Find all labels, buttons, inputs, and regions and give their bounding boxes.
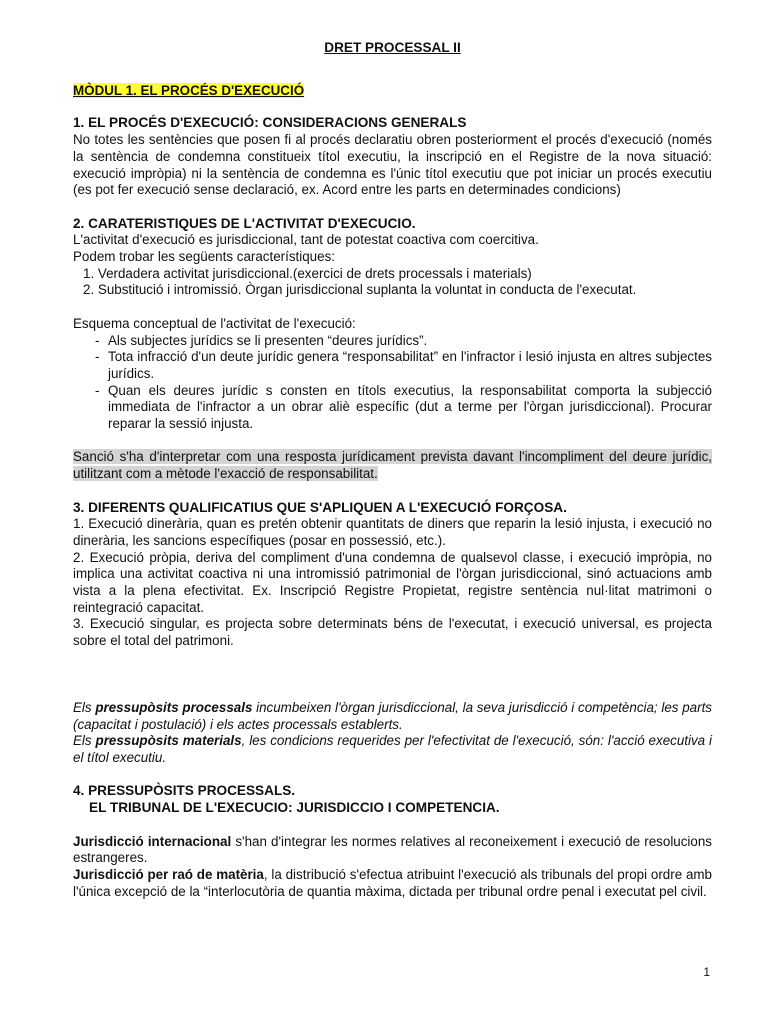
section-2-item-2: 2. Substitució i intromissió. Òrgan jurisdiccional suplanta la voluntat in conducta de l'executat. (83, 282, 637, 298)
dash-marker: - (95, 332, 100, 348)
list-item: - Als subjectes jurídics se li presenten “deures jurídics”. (95, 332, 428, 348)
pressuposits-materials-term: pressupòsits materials (95, 733, 242, 749)
dash-marker: - (95, 382, 100, 398)
section-1-heading: 1. EL PROCÉS D'EXECUCIÓ: CONSIDERACIONS GENERALS (73, 115, 467, 131)
esquema-heading: Esquema conceptual de l'activitat de l'execució: (73, 315, 356, 331)
section-3-paragraph-3: 3. Execució singular, es projecta sobre determinats béns de l'executat, i execució universal, es projecta sobre el total del patrimoni. (73, 616, 712, 649)
list-item: - Tota infracció d'un deute jurídic genera “responsabilitat” en l'infractor i lesió injusta en altres subjectes jurídics. (95, 349, 712, 381)
section-3-paragraph-1: 1. Execució dinerària, quan es pretén obtenir quantitats de diners que reparin la lesió injusta, i execució no dinerària, les sancions específiques (posar en possessió, etc.). (73, 516, 712, 548)
pressuposits-materials-note: Els pressupòsits materials, les condicions requerides per l'efectivitat de l'execució, són: l'acció executiva i el títol executiu. (73, 733, 712, 766)
section-3-heading: 3. DIFERENTS QUALIFICATIUS QUE S'APLIQUEN A L'EXECUCIÓ FORÇOSA. (73, 499, 567, 515)
list-item: - Quan els deures jurídic s consten en títols executius, la responsabilitat comporta la subjecció immediata de l'infractor a un obrar aliè específic (dut a terme per l'òrgan jurisdiccional). Procurar reparar la sessió injusta. (95, 382, 712, 432)
section-4-heading: 4. PRESSUPÒSITS PROCESSALS. (73, 783, 296, 799)
section-2-line-1: L'activitat d'execució es jurisdiccional, tant de potestat coactiva com coercitiva. (73, 232, 539, 248)
module-heading (73, 83, 712, 100)
page-number: 1 (703, 965, 710, 979)
section-4-subheading: EL TRIBUNAL DE L'EXECUCIO: JURISDICCIO I COMPETENCIA. (89, 800, 500, 816)
sancio-paragraph (73, 449, 712, 482)
pressuposits-processals-term: pressupòsits processals (95, 699, 253, 715)
jurisdiccio-materia: Jurisdicció per raó de matèria, la distribució s'efectua atribuint l'execució als tribunals del propi ordre amb l'única excepció de la “interlocutòria de quantia màxima, dictada per tribunal ordre penal i executat pel civil. (73, 866, 712, 899)
section-2-heading: 2. CARATERISTIQUES DE L'ACTIVITAT D'EXECUCIO. (73, 215, 416, 231)
jurisdiccio-internacional: Jurisdicció internacional s'han d'integrar les normes relatives al reconeixement i execució de resolucions estrangeres. (73, 833, 712, 866)
document-title: DRET PROCESSAL II (324, 40, 461, 55)
section-2-line-2: Podem trobar les següents característiques: (73, 249, 335, 265)
document-page (73, 40, 712, 900)
dash-marker: - (95, 349, 100, 365)
pressuposits-processals-note: Els pressupòsits processals incumbeixen l'òrgan jurisdiccional, la seva jurisdicció i competència; les parts (capacitat i postulació) i els actes processals establerts. (73, 699, 712, 732)
sancio-highlight: Sanció s'ha d'interpretar com una resposta jurídicament prevista davant l'incompliment del deure jurídic, utilitzant com a mètode l'exacció de responsabilitat. (73, 449, 712, 482)
section-2-item-1: 1. Verdadera activitat jurisdiccional.(exercici de drets processals i materials) (83, 265, 532, 281)
section-3-paragraph-2: 2. Execució pròpia, deriva del compliment d'una condemna de qualsevol classe, i execució impròpia, no implica una activitat coactiva ni una intromissió patrimonial de l'òrgan jurisdiccional, sinó actuacions amb vista a la plena efectivitat. Ex. Inscripció Registre Propietat, registre sentència nul·litat matrimoni o reintegració capacitat. (73, 549, 712, 615)
esquema-list (73, 333, 712, 433)
section-1-text: No totes les sentències que posen fi al procés declaratiu obren posteriorment el procés d'execució (només la sentència de condemna constitueix títol executiu, la inscripció en el Registre de la nova situació: execució impròpia) ni la sentència de condemna es l'únic títol executiu que pot iniciar un procés executiu (es pot fer execució sense declaració, ex. Acord entre les parts en determinades condicions) (73, 132, 712, 198)
module-title: MÒDUL 1. EL PROCÉS D'EXECUCIÓ (73, 82, 305, 98)
